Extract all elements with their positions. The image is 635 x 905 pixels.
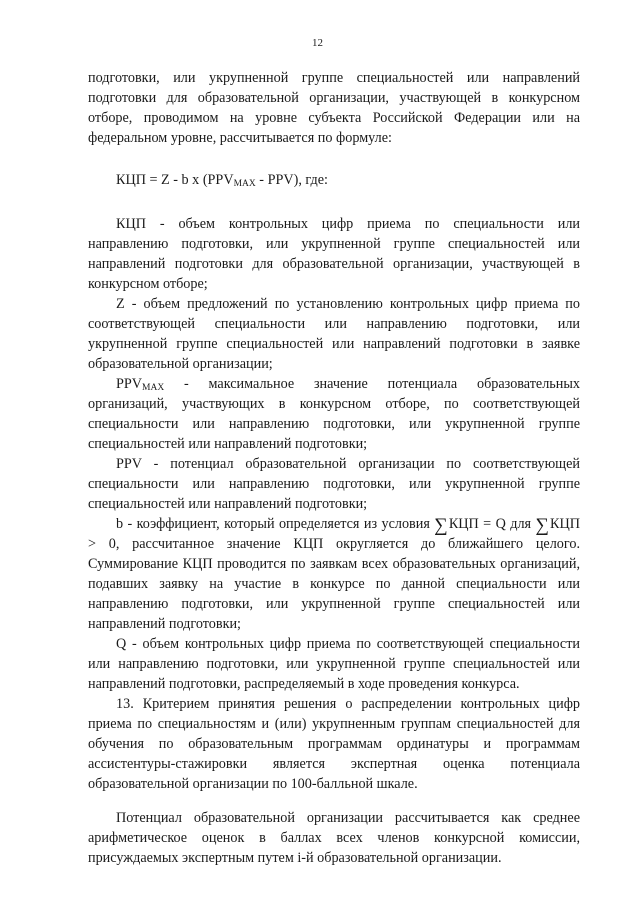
sum-symbol: ∑ [434, 515, 448, 536]
paragraph-intro: подготовки, или укрупненной группе специальностей или направлений подготовки для образовательной организации, участвующей в конкурсном отборе, проводимом на уровне субъекта Российской Федерации или на федеральном уровне, рассчитывается по формуле: [88, 70, 580, 146]
formula-part-a: КЦП = Z - b x (PPV [116, 172, 234, 188]
b-text-2: для [505, 516, 536, 532]
definition-kcp: КЦП - объем контрольных цифр приема по специальности или направлению подготовки, или укрупненной группе специальностей или направлений подготовки для образовательной организации, участвующей в конкурсном отборе; [88, 216, 580, 292]
formula-part-b: - PPV), где: [255, 172, 328, 188]
condition-sum-positive: КЦП > 0 [88, 516, 581, 552]
ppvmax-text: - максимальное значение потенциала образовательных организаций, участвующих в конкурсном отборе, по соответствующей специальности или направлению подготовки, или укрупненной группе специальностей или направлений подготовки; [88, 376, 580, 452]
b-text-1: b - коэффициент, который определяется из условия [116, 516, 435, 532]
document-body [88, 68, 580, 868]
paragraph-gap [88, 794, 580, 808]
definition-b [88, 514, 580, 634]
b-text-3: , рассчитанное значение КЦП округляется до ближайшего целого. Суммирование КЦП проводится по заявкам всех образовательных организаций, подавших заявку на участие в конкурсе по данной специальности или направлению подготовки, или укрупненной группе специальностей или направлений подготовки; [88, 536, 580, 632]
definition-ppv: PPV - потенциал образовательной организации по соответствующей специальности или направлению подготовки, или укрупненной группе специальностей или направлений подготовки; [88, 456, 580, 512]
ppvmax-subscript: MAX [142, 383, 165, 393]
page-number: 12 [312, 37, 323, 49]
paragraph-13: 13. Критерием принятия решения о распределении контрольных цифр приема по специальностям и (или) укрупненным группам специальностей для обучения по образовательным программам ординатуры и программам ассистентуры-стажировки является экспертная оценка потенциала образовательной организации по 100-балльной шкале. [88, 696, 580, 792]
definition-q: Q - объем контрольных цифр приема по соответствующей специальности или направлению подготовки, или укрупненной группе специальностей или направлений подготовки, распределяемый в ходе проведения конкурса. [88, 636, 580, 692]
condition-sum-equals-q: КЦП = Q [448, 516, 506, 532]
formula-subscript: MAX [233, 179, 256, 189]
paragraph-potential: Потенциал образовательной организации рассчитывается как среднее арифметическое оценок в баллах всех членов конкурсной комиссии, присуждаемых экспертным путем i-й образовательной организации. [88, 810, 580, 866]
ppvmax-term: PPV [116, 376, 143, 392]
sum-symbol-2: ∑ [535, 515, 550, 536]
definition-z: Z - объем предложений по установлению контрольных цифр приема по соответствующей специальности или направлению подготовки, или укрупненной группе специальностей или направлений подготовки в заявке образовательной организации; [88, 296, 580, 372]
formula [116, 170, 580, 190]
definition-ppvmax [88, 374, 580, 454]
